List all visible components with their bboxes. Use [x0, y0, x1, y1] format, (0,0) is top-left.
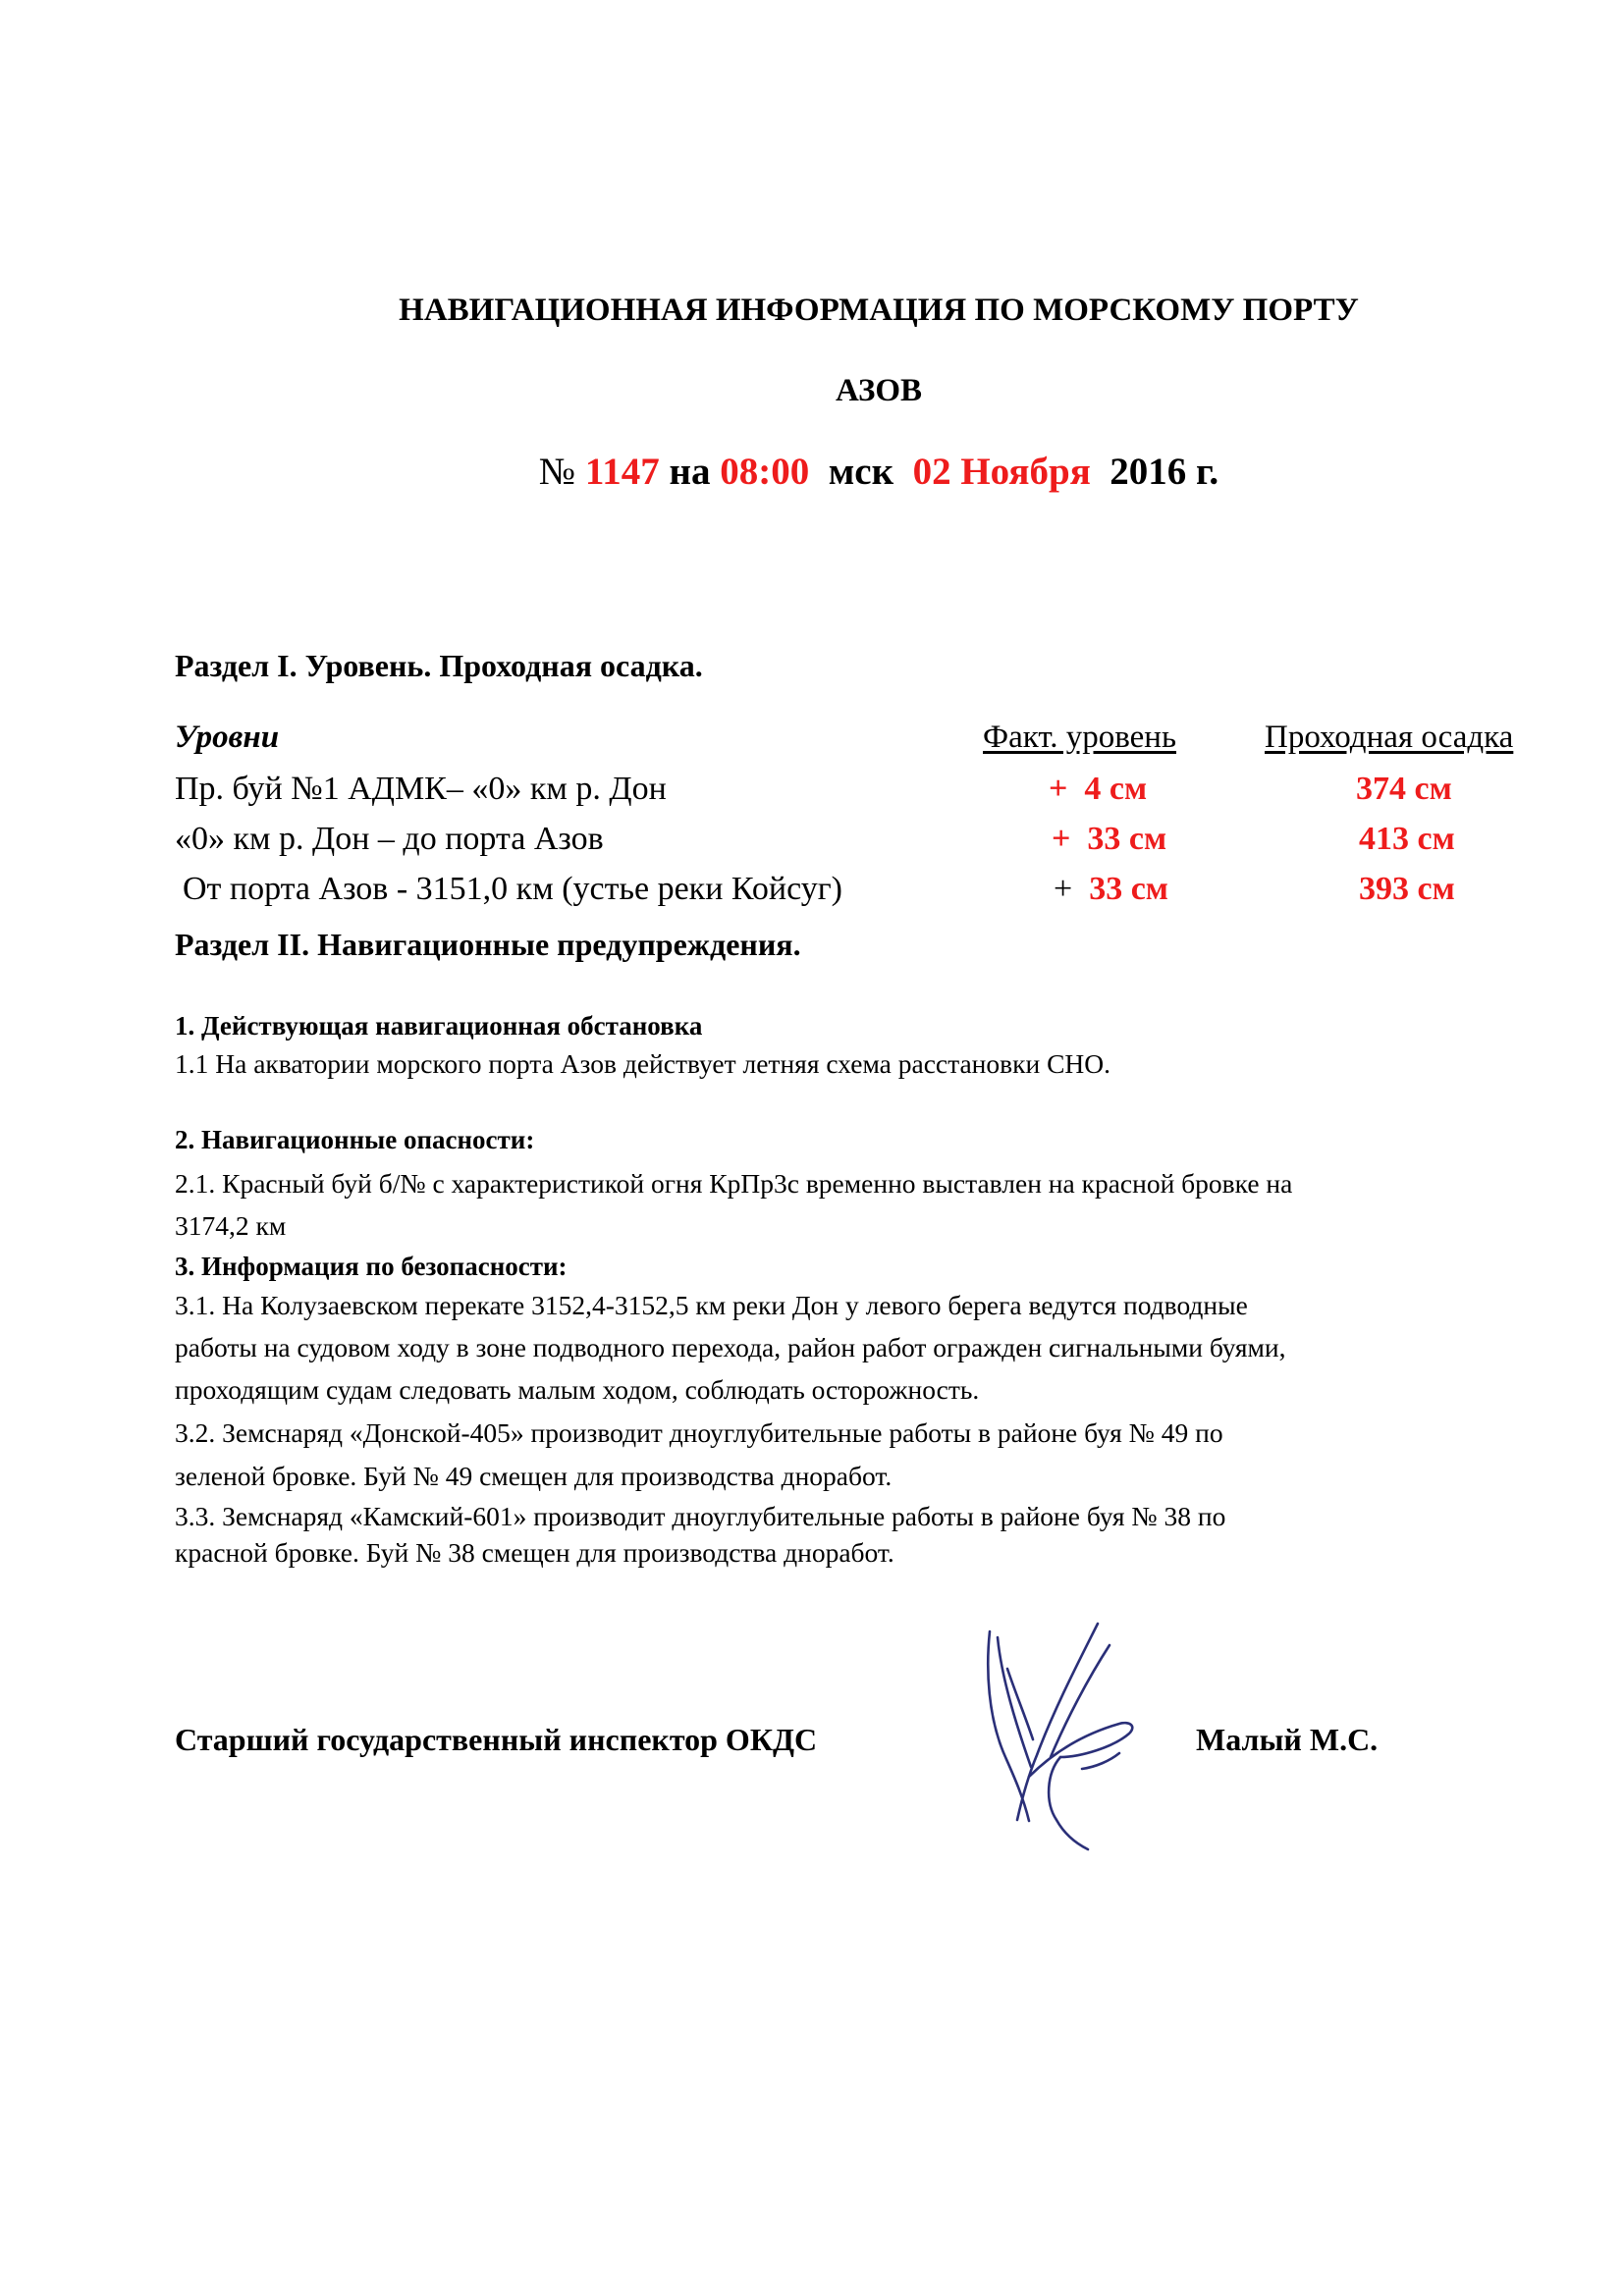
draft-value: 393 см [1359, 871, 1455, 907]
bulletin-date: 02 Ноября [912, 451, 1091, 493]
subsection-heading: 2. Навигационные опасности: [175, 1125, 535, 1154]
bulletin-year: 2016 г. [1110, 451, 1219, 493]
subsection-heading: 1. Действующая навигационная обстановка [175, 1011, 703, 1041]
signer-position: Старший государственный инспектор ОКДС [175, 1722, 818, 1757]
draft-value: 374 см [1356, 771, 1452, 807]
paragraph: 1.1 На акватории морского порта Азов действует летняя схема расстановки СНО. [175, 1048, 1111, 1079]
draft-column-header: Проходная осадка [1265, 720, 1514, 755]
bulletin-number: 1147 [584, 451, 660, 493]
document-title: НАВИГАЦИОННАЯ ИНФОРМАЦИЯ ПО МОРСКОМУ ПОРТУ [399, 293, 1359, 328]
port-name: АЗОВ [835, 373, 923, 408]
paragraph: 3174,2 км [175, 1210, 287, 1241]
paragraph: работы на судовом ходу в зоне подводного перехода, район работ огражден сигнальными буями, [175, 1332, 1286, 1362]
level-row-value [1052, 821, 1166, 858]
signer-name: Малый М.С. [1196, 1722, 1379, 1757]
paragraph: 3.2. Земснаряд «Донской-405» производит дноуглубительные работы в районе буя № 49 по [175, 1417, 1223, 1448]
paragraph: зеленой бровке. Буй № 49 смещен для производства дноработ. [175, 1461, 893, 1491]
paragraph: 3.3. Земснаряд «Камский-601» производит дноуглубительные работы в районе буя № 38 по [175, 1501, 1226, 1531]
fact-level-column-header: Факт. уровень [983, 720, 1177, 755]
level-row-value [1054, 871, 1168, 908]
level-amount: 33 см [1087, 821, 1167, 857]
paragraph: красной бровке. Буй № 38 смещен для производства дноработ. [175, 1537, 894, 1568]
level-sign: + [1049, 771, 1068, 807]
at-word: на [669, 451, 711, 493]
subsection-heading: 3. Информация по безопасности: [175, 1252, 568, 1281]
bulletin-line [0, 450, 1624, 494]
paragraph: проходящим судам следовать малым ходом, соблюдать осторожность. [175, 1374, 980, 1405]
handwritten-signature [972, 1610, 1159, 1855]
level-amount: 4 см [1084, 771, 1148, 807]
paragraph: 3.1. На Колузаевском перекате 3152,4-3152,5 км реки Дон у левого берега ведутся подводные [175, 1290, 1248, 1320]
bulletin-time: 08:00 [720, 451, 810, 493]
draft-value: 413 см [1359, 821, 1455, 857]
level-amount: 33 см [1089, 871, 1168, 907]
level-sign: + [1054, 871, 1073, 907]
level-row-name: «0» км р. Дон – до порта Азов [175, 821, 604, 857]
level-row-value [1049, 771, 1147, 808]
section2-heading: Раздел II. Навигационные предупреждения. [175, 927, 801, 962]
section1-heading: Раздел I. Уровень. Проходная осадка. [175, 648, 703, 683]
level-row-name: Пр. буй №1 АДМК– «0» км р. Дон [175, 771, 667, 807]
level-row-name: От порта Азов - 3151,0 км (устье реки Койсуг) [183, 871, 842, 907]
level-sign: + [1052, 821, 1071, 857]
timezone: мск [828, 451, 894, 493]
number-sign: № [538, 451, 576, 493]
levels-column-header: Уровни [175, 720, 280, 755]
paragraph: 2.1. Красный буй б/№ с характеристикой огня КрПр3с временно выставлен на красной бровке на [175, 1168, 1293, 1199]
